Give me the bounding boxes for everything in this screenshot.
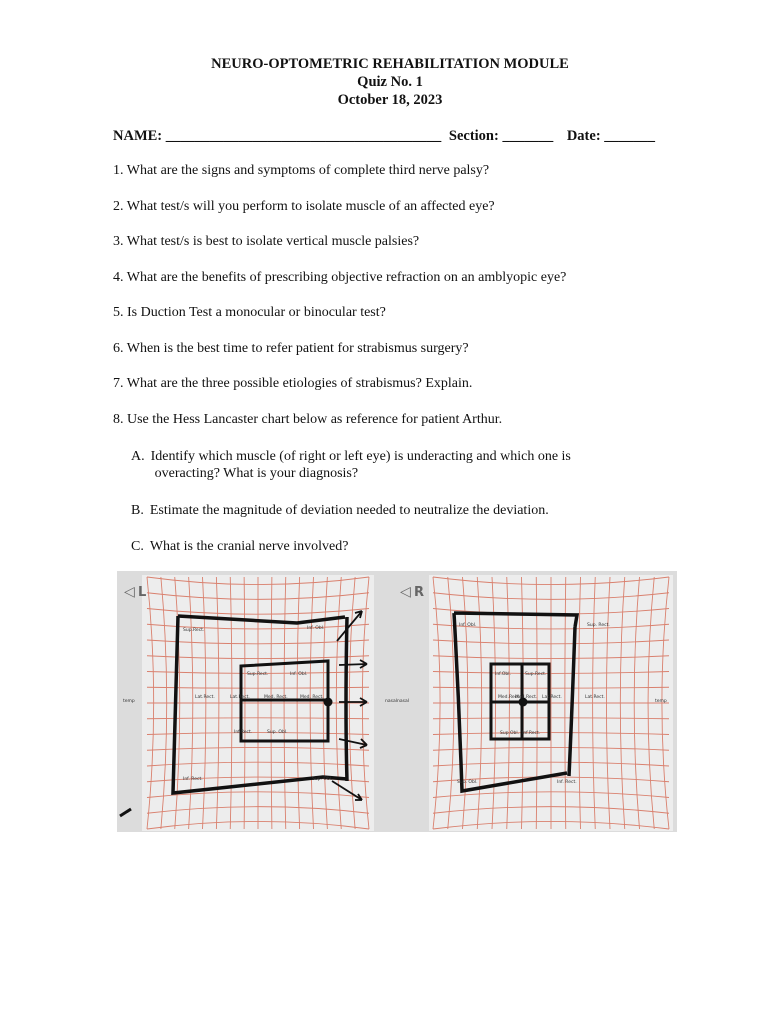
date-field[interactable]: Date: _______ bbox=[566, 128, 656, 144]
left-eye-chart bbox=[123, 575, 409, 831]
sub-question-b bbox=[131, 502, 549, 519]
muscle-label: Inf.Obl. bbox=[495, 672, 511, 677]
question-3: 3. What test/s is best to isolate vertical muscle palsies? bbox=[113, 234, 420, 249]
muscle-label: Inf.Rect. bbox=[234, 730, 253, 735]
question-8: 8. Use the Hess Lancaster chart below as reference for patient Arthur. bbox=[113, 412, 503, 427]
question-5: 5. Is Duction Test a monocular or binocular test? bbox=[113, 305, 386, 320]
left-eye-icon: ◁ bbox=[124, 584, 135, 600]
muscle-label: Inf. Obl. bbox=[459, 623, 477, 628]
muscle-label: Sup. Obl. bbox=[457, 780, 478, 785]
muscle-label: Lat.Rect. bbox=[585, 695, 605, 700]
sub-question-letter: B. bbox=[131, 503, 144, 518]
muscle-label: Lat.Rect. bbox=[542, 695, 562, 700]
right-eye-letter: R bbox=[414, 585, 425, 600]
sub-question-text-cont: overacting? What is your diagnosis? bbox=[154, 466, 359, 481]
left-fixation-dot bbox=[324, 698, 333, 707]
muscle-label: Med.Rect. bbox=[515, 695, 538, 700]
muscle-label: nasal bbox=[397, 699, 409, 704]
muscle-label: temp bbox=[123, 699, 135, 704]
question-1: 1. What are the signs and symptoms of complete third nerve palsy? bbox=[113, 163, 490, 178]
question-4: 4. What are the benefits of prescribing objective refraction on an amblyopic eye? bbox=[113, 270, 567, 285]
question-2: 2. What test/s will you perform to isolate muscle of an affected eye? bbox=[113, 199, 495, 214]
question-6: 6. When is the best time to refer patient for strabismus surgery? bbox=[113, 341, 469, 356]
sub-question-c bbox=[131, 538, 348, 555]
name-section-date-line bbox=[113, 128, 655, 145]
hess-lancaster-chart bbox=[117, 571, 677, 832]
muscle-label: Med.Rect. bbox=[498, 695, 521, 700]
muscle-label: Lat.Rect. bbox=[195, 695, 215, 700]
sub-question-letter: A. bbox=[131, 449, 145, 464]
muscle-label: Inf. Rect. bbox=[183, 777, 203, 782]
question-7: 7. What are the three possible etiologies of strabismus? Explain. bbox=[113, 376, 473, 391]
muscle-label: Sup. Obl. bbox=[312, 777, 333, 782]
muscle-label: Med. Rect. bbox=[300, 695, 324, 700]
sub-question-text: Identify which muscle (of right or left eye) is underacting and which one is bbox=[150, 449, 571, 464]
sub-question-text: What is the cranial nerve involved? bbox=[149, 539, 349, 554]
muscle-label: Sup. Obl. bbox=[267, 730, 288, 735]
sub-question-a bbox=[131, 448, 571, 482]
muscle-label: Inf.Rect. bbox=[522, 731, 541, 736]
muscle-label: Sup.Obl. bbox=[500, 731, 520, 736]
muscle-label: Med. Rect. bbox=[264, 695, 288, 700]
left-eye-letter: L bbox=[138, 585, 147, 600]
hess-chart-svg bbox=[117, 571, 677, 832]
muscle-label: Sup.Rect. bbox=[183, 628, 205, 633]
muscle-label: Sup.Rect. bbox=[247, 672, 269, 677]
muscle-label: Inf. Obl. bbox=[307, 626, 325, 631]
quiz-date: October 18, 2023 bbox=[337, 92, 443, 108]
sub-question-text: Estimate the magnitude of deviation needed to neutralize the deviation. bbox=[149, 503, 549, 518]
muscle-label: Inf. Rect. bbox=[557, 780, 577, 785]
right-eye-icon: ◁ bbox=[400, 584, 411, 600]
muscle-label: Sup.Rect. bbox=[525, 672, 547, 677]
quiz-number: Quiz No. 1 bbox=[357, 74, 423, 90]
muscle-label: Inf. Obl. bbox=[290, 672, 308, 677]
muscle-label: Sup. Rect. bbox=[587, 623, 610, 628]
muscle-label: Lat.Rect. bbox=[230, 695, 250, 700]
section-field[interactable]: Section: _______ bbox=[448, 128, 554, 144]
muscle-label: nasal bbox=[385, 699, 397, 704]
module-title: NEURO-OPTOMETRIC REHABILITATION MODULE bbox=[211, 56, 569, 72]
muscle-label: temp bbox=[655, 699, 667, 704]
document-header bbox=[0, 55, 768, 109]
sub-question-letter: C. bbox=[131, 539, 144, 554]
name-field[interactable]: NAME: ______________________________________ bbox=[113, 128, 442, 144]
